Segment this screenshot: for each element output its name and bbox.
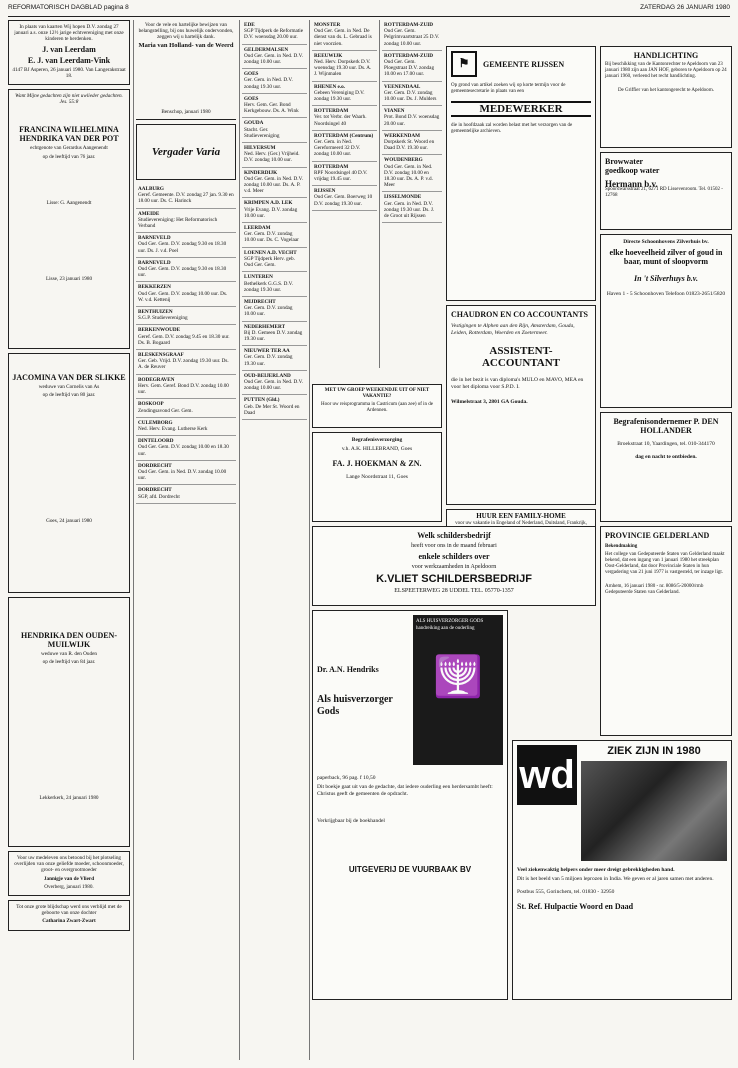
church-details: Zendingsavond Ger. Gem. xyxy=(138,407,193,414)
church-entry xyxy=(242,94,307,119)
church-name: LUNTEREN xyxy=(244,274,273,281)
church-details: RPF Noordsingel 40 D.V. vrijdag 19.45 uur. xyxy=(314,169,368,183)
church-entry xyxy=(382,155,442,192)
church-entry xyxy=(242,272,307,297)
ad-schildersbedrijf: Welk schildersbedrijf heeft voor ons in de maand februari enkele schilders over voor werkzaamheden in Apeldoorn K.VLIET SCHILDERSBEDRIJF ELSPEETERWEG 28 UDDEL TEL. 05770-1357 xyxy=(312,526,596,606)
column-2 xyxy=(136,20,236,1060)
church-name: RHENEN e.o. xyxy=(314,83,345,90)
church-details: Ger. Gem. D.V. zondag 10.00 uur. Ds. J. Mulders xyxy=(384,89,437,103)
church-name: BARNEVELD xyxy=(138,235,171,242)
church-details: SGP, afd. Dordrecht xyxy=(138,493,180,500)
church-listing-3 xyxy=(242,20,307,420)
death-announcement-3: HENDRIKA DEN OUDEN-MUILWIJK weduwe van R. den Ouden op de leeftijd van 84 jaar. Lekkerkerk, 24 januari 1980 xyxy=(8,597,130,847)
church-entry xyxy=(312,82,377,107)
death-announcement-1: Want Mijne gedachten zijn niet uwlieder gedachten. Jes. 55:8 FRANCINA WILHELMINA HENDRIKA VAN DER POT echtgenote van Gerardus Aangenendt op de leeftijd van 76 jaar. Lisse: G. Aangenendt Lisse, 23 januari 1980 xyxy=(8,89,130,349)
photo-leprosy-patient xyxy=(581,761,727,861)
church-entry xyxy=(136,418,236,436)
church-name: CULEMBORG xyxy=(138,419,173,426)
church-listing-4 xyxy=(312,20,377,211)
anniversary-announcement: In plaats van kaarten Wij hopen D.V. zondag 27 januari a.s. onze 12½ jarige echtvereniging met onze kinderen te herdenken. J. van Leerdam E. J. van Leerdam-Vink 4147 BJ Asperen, 26 januari 1980. Van Langerakstraat 18. xyxy=(8,20,130,85)
church-entry xyxy=(136,282,236,307)
church-details: Ned. Herv. Evang. Lutherse Kerk xyxy=(138,425,208,432)
church-entry xyxy=(382,131,442,156)
municipality-shield-icon: ⚑ xyxy=(451,51,477,77)
church-name: WOUDENBERG xyxy=(384,157,423,164)
church-entry xyxy=(136,209,236,234)
ad-funeral-hollander: Begrafenisondernemer P. DEN HOLLANDER Broekstraat 10, Yaardingen, tel. 010-344170 dag en nacht te ontbieden. xyxy=(600,412,732,522)
church-entry xyxy=(382,20,442,51)
church-entry xyxy=(242,223,307,248)
church-details: Oud Ger. Gem. in Ned. D.V. zondag 10.00 en 18.30 uur. Ds. A. P. v.d. Meer xyxy=(384,163,433,189)
church-entry xyxy=(312,162,377,187)
church-name: NEDERHEMERT xyxy=(244,323,286,330)
church-details: Stacht. Ger. Studievereniging xyxy=(244,126,280,139)
ad-group-weekend: MET UW GROEP WEEKENDJE UIT OF NIET VAKANTIE? Hoor uw reisprogramma in Castricum (aan zee) of in de Ardennen. xyxy=(312,384,442,428)
column-rule xyxy=(309,20,310,1060)
church-entry xyxy=(242,69,307,94)
column-rule xyxy=(239,20,240,1060)
column-5 xyxy=(382,20,442,382)
church-entry xyxy=(242,322,307,347)
church-name: ROTTERDAM (Centrum) xyxy=(314,132,374,139)
church-details: Dorpskerk St. Woord en Daad D.V. 19.30 uur. xyxy=(384,139,435,152)
church-name: ROTTERDAM xyxy=(314,108,349,115)
menorah-icon: 🕎 xyxy=(433,654,483,699)
church-name: BODEGRAVEN xyxy=(138,376,175,383)
church-listing-5 xyxy=(382,20,442,223)
church-details: Geb. De Mer St. Woord en Daad xyxy=(244,403,300,416)
church-name: BEKKERZEN xyxy=(138,284,171,291)
church-entry xyxy=(312,186,377,211)
birth-announcement: Tot onze grote blijdschap werd ons verblijd met de geboorte van onze dochter Catharina Zwart-Zwart xyxy=(8,900,130,931)
church-name: ROTTERDAM-ZUID xyxy=(384,22,433,28)
church-details: Ver. tot Verbr. der Waarh. Noordsingel 40 xyxy=(314,114,367,127)
church-name: BARNEVELD xyxy=(138,259,171,266)
church-details: SGP Tijdperk de Reformatie D.V. woensdag 20.00 uur. xyxy=(244,28,304,41)
church-entry xyxy=(136,233,236,258)
church-details: Bij D. Gemeen D.V. zondag 19.30 uur. xyxy=(244,329,303,342)
church-details: Ger. Gem. in Ned. Gereformeerd 32 D.V. zondag 10.00 uur. xyxy=(314,139,361,158)
church-name: BOSKOOP xyxy=(138,401,164,408)
church-details: Oud Ger. Gem. Boerweg 10 D.V. zondag 19.30 uur. xyxy=(314,194,373,207)
church-details: Ned. Herv. (Ger.) Vrijheid. D.V. zondag 10.00 uur. xyxy=(244,151,300,164)
column-family xyxy=(8,20,130,1060)
church-details: Oud Ger. Gem. in Ned. D.V. zondag 10.00 uur. xyxy=(244,378,303,392)
church-name: MIJDRECHT xyxy=(244,298,276,305)
church-name: RIJSSEN xyxy=(314,188,336,195)
church-entry xyxy=(242,297,307,322)
church-details: Oud Ger. Gem. in Ned. D.V. zondag 10.00 uur. xyxy=(244,52,303,66)
church-name: MONSTER xyxy=(314,22,341,28)
church-entry xyxy=(382,82,442,107)
church-details: Oud Ger. Gem. Pelgrimvaartstraat 25 D.V. zondag 10.00 uur. xyxy=(384,28,440,47)
church-name: ROTTERDAM-ZUID xyxy=(384,52,433,59)
ad-schoonhovens-zilverhuis: Directe Schoonhovens Zilverhuis bv. elke hoeveelheid zilver of goud in baar, munt of sloopvorm In 't Silverhuys b.v. Haven 1 - 5 Schoonhoven Telefoon 01823-2651/5820 xyxy=(600,234,732,408)
ad-brouwer-water: Browwater goedkoop water Hermann b.v. Spoordwarsstraat 21, 6271 RD Lissevenroom. Tel. 01502 - 12768 xyxy=(600,152,732,230)
church-entry xyxy=(312,106,377,131)
church-entry xyxy=(242,395,307,420)
church-entry xyxy=(242,168,307,199)
page-header xyxy=(8,4,730,17)
church-details: Oud Ger. Gem. D.V. zondag 10.00 en 18.30 uur. xyxy=(138,444,229,457)
church-name: VIANEN xyxy=(384,108,405,115)
church-name: GOES xyxy=(244,95,259,102)
church-details: Oud Ger. Gem. D.V. zondag 9.30 en 18.30 uur. xyxy=(138,266,227,279)
church-name: HILVERSUM xyxy=(244,145,276,152)
book-cover-menorah: ALS HUISVERZORGER GODS handreiking aan de ouderling 🕎 xyxy=(413,615,503,765)
header-left: REFORMATORISCH DAGBLAD pagina 8 xyxy=(8,4,129,11)
church-name: VEENENDAAL xyxy=(384,83,421,90)
church-name: REEUWIJK xyxy=(314,52,343,59)
church-details: Prot. Bond D.V. woensdag 20.00 uur. xyxy=(384,114,440,127)
church-listing-2 xyxy=(136,184,236,504)
thanks-announcement: Voor uw medeleven ons betoond bij het plotseling overlijden van onze geliefde moeder, schoonmoeder, groot- en overgrootmoeder Jannigje van de Vlierd Overberg, januari 1980. xyxy=(8,851,130,896)
church-details: SGP Tijdperk Herv. geb. Oud Ger. Gem. xyxy=(244,255,295,269)
church-name: BLESKENSGRAAF xyxy=(138,352,184,359)
church-details: Ger. Geb. Vrijd. D.V. zondag 19.30 uur. Ds. A. de Reuver xyxy=(138,358,229,371)
church-entry xyxy=(382,192,442,223)
church-details: Herv. Gem. Geref. Bond D.V. zondag 10.00 uur. xyxy=(138,382,229,396)
church-name: ROTTERDAM xyxy=(314,163,349,170)
church-details: Oud Ger. Gem. D.V. zondag 9.30 en 18.30 uur. Ds. J. v.d. Poel xyxy=(138,241,227,254)
church-name: GOUDA xyxy=(244,120,264,127)
church-name: LEERDAM xyxy=(244,225,271,232)
woord-en-daad-logo: wd xyxy=(517,745,577,805)
church-name: PUTTEN (Gld.) xyxy=(244,397,280,404)
church-entry xyxy=(382,51,442,82)
church-name: EDE xyxy=(244,22,255,28)
wedding-thanks: Voor de vele en hartelijke bewijzen van belangstelling, bij ons huwelijk ondervonden, zeggen wij u hartelijk dank. Maria van Holland- van de Weerd Benschop, januari 1980 xyxy=(136,20,236,120)
church-entry xyxy=(136,375,236,400)
church-entry xyxy=(136,307,236,325)
church-entry xyxy=(242,198,307,223)
church-details: Ger. Gem. in Ned. D.V. zondag 19.30 uur. xyxy=(244,77,293,90)
church-entry xyxy=(136,399,236,417)
church-entry xyxy=(242,45,307,70)
ad-family-home: HUUR EEN FAMILY-HOME voor uw vakantie in Engeland of Nederland, Duitsland, Frankrijk, xyxy=(446,509,596,561)
church-details: Vrije Evang. D.V. zondag 10.00 uur. xyxy=(244,206,298,219)
church-details: Ger. Gem. in Ned. D.V. zondag 19.30 uur. Ds. J. de Groot uit Rijssen xyxy=(384,200,435,220)
vergader-varia-logo: Vergader Varia xyxy=(136,124,236,180)
column-3 xyxy=(242,20,307,1060)
church-name: BERKENWOUDE xyxy=(138,327,181,334)
church-details: Ger. Gem. D.V. zondag 19.30 uur. xyxy=(244,354,293,367)
column-rule xyxy=(379,20,380,368)
ad-gemeente-rijssen: ⚑ GEMEENTE RIJSSEN Op grond van artikel zoeken wij op korte termijn voor de gemeentesecretarie in plaats van een MEDEWERKER die in hoofdzaak zal worden belast met het verzorgen van de gemeentelijke archieven. xyxy=(446,46,596,301)
church-name: AALBURG xyxy=(138,186,164,193)
church-entry xyxy=(242,143,307,168)
church-details: Ned. Herv. Dorpskerk D.V. woensdag 19.30 uur. Ds. A. J. Wijnmalen xyxy=(314,59,372,78)
church-name: IJSSELMONDE xyxy=(384,194,422,201)
church-details: Geref. Gemeente. D.V. zondag 27 jan. 9.30 en 18.00 uur. Ds. C. Harinck xyxy=(138,192,234,205)
church-details: Geref. Gem. D.V. zondag 9.45 en 18.30 uur. Ds. B. Bogaard xyxy=(138,333,230,346)
church-name: NIEUWER TER AA xyxy=(244,348,290,355)
church-entry xyxy=(136,350,236,375)
church-entry xyxy=(242,20,307,45)
church-entry xyxy=(382,106,442,131)
church-name: LOENEN A.D. VECHT xyxy=(244,249,297,256)
church-entry xyxy=(312,131,377,162)
church-details: S.G.P. Studievereniging xyxy=(138,315,188,322)
church-name: GOES xyxy=(244,71,259,78)
church-entry xyxy=(136,485,236,503)
church-entry xyxy=(242,248,307,273)
church-details: Oud Ger. Gem. D.V. zondag 10.00 uur. Ds. W. v.d. Kettenij xyxy=(138,290,228,303)
ad-funeral-hoekman: Begrafenisverzorging v.h. A.K. HILLEBRAND, Goes FA. J. HOEKMAN & ZN. Lange Noordstraat 11, Goes xyxy=(312,432,442,522)
church-entry xyxy=(136,325,236,350)
header-right: ZATERDAG 26 JANUARI 1980 xyxy=(640,4,730,11)
church-name: DORDRECHT xyxy=(138,462,172,469)
church-name: DINTELOORD xyxy=(138,438,174,445)
ad-ziek-zijn-1980: wd ZIEK ZIJN IN 1980 Veel ziekenwaktig helpers onder meer dreigt gebrekkigheden hand. Dit is het beeld van 5 miljoen leprozen in India. We geven er al jaren samen met anderen. Postbus 555, Gorinchem, tel. 01830 - 32950 St. Ref. Hulpactie Woord en Daad xyxy=(512,740,732,1000)
church-details: Oud Ger. Gem. in Ned. D.V. zondag 10.00 uur. xyxy=(138,468,227,482)
column-4 xyxy=(312,20,377,382)
church-name: KRIMPEN A.D. LEK xyxy=(244,200,293,207)
church-details: Studievereniging: Het Reformatorisch Verband xyxy=(138,216,218,230)
church-name: AMEIDE xyxy=(138,210,160,217)
church-name: BENTHUIZEN xyxy=(138,309,173,316)
church-details: Ger. Gem. D.V. zondag 10.00 uur. xyxy=(244,305,293,318)
church-name: DORDRECHT xyxy=(138,487,172,494)
church-name: WERKENDAM xyxy=(384,132,421,139)
church-entry xyxy=(242,346,307,371)
ad-hendriks-book: Dr. A.N. Hendriks Als huisverzorger Gods ALS HUISVERZORGER GODS handreiking aan de ouderling 🕎 paperback, 96 pag. f 10,50 Dit boekje gaat uit van de gedachte, dat iedere ouderling een herdersambt heeft: Christus geeft de gemeenten de opdracht. Verkrijgbaar bij de boekhandel UITGEVERIJ DE VUURBAAK BV xyxy=(312,610,508,1000)
church-name: OUD-BEIJERLAND xyxy=(244,372,291,379)
ad-provincie-gelderland: PROVINCIE GELDERLAND Bekendmaking Het college van Gedeputeerde Staten van Gelderland maakt bekend, dat een ingang van 1 januari 1980 het streekplan Oost-Gelderland, dat door Provinciale Staten in hun vergadering van 21 juni 1977 is vastgesteld, ter inzage ligt. Arnhem, 16 januari 1980 - nr. 8086/5-20000/rmb Gedeputeerde Staten van Gelderland. xyxy=(600,526,732,736)
church-details: Oud Ger. Gem. in Ned. De dienst van ds. L. Gebraad is niet voorzien. xyxy=(314,28,372,47)
church-entry xyxy=(136,436,236,461)
church-name: KINDERDIJK xyxy=(244,169,278,176)
ad-chaudron-accountants: CHAUDRON EN CO ACCOUNTANTS Vestigingen te Alphen aan den Rijn, Amsterdam, Gouda, Leiden, Rotterdam, Woerden en Zoetermeer. ASSISTENT-ACCOUNTANT die in het bezit is van diploma's MULO en MAVO, MEA en voor het diploma voor S.P.D. I. Wilmelstraat 3, 2801 GA Gouda. xyxy=(446,305,596,505)
church-details: Gebeen Vereniging D.V. zondag 19.30 uur. xyxy=(314,89,365,103)
church-name: GELDERMALSEN xyxy=(244,46,289,53)
ad-handlichting: HANDLICHTING Bij beschikking van de Kantonrechter te Apeldoorn van 23 januari 1980 zijn aan JAN HOF, geboren te Apeldoorn op 24 januari 1960, verleend het recht handlichting. De Griffier van het kantongerecht te Apeldoorn. xyxy=(600,46,732,148)
church-entry xyxy=(242,371,307,396)
church-entry xyxy=(242,118,307,143)
church-entry xyxy=(312,51,377,82)
death-announcement-2: JACOMINA VAN DER SLIKKE weduwe van Cornelis van As op de leeftijd van 80 jaar. Goes, 24 januari 1980 xyxy=(8,353,130,593)
column-rule xyxy=(133,20,134,1060)
church-details: Bethelkerk G.G.S. D.V. zondag 19.30 uur. xyxy=(244,280,294,293)
church-details: Ger. Gem. D.V. zondag 10.00 uur. Ds. C. Vogelaar xyxy=(244,231,299,244)
church-entry xyxy=(136,258,236,283)
church-details: Herv. Gem. Ger. Bond Kerkgebouw. Ds. A. Wink xyxy=(244,102,299,115)
church-details: Oud Ger. Gem. Ploegstraat D.V. zondag 10.00 en 17.00 uur. xyxy=(384,59,435,78)
church-entry xyxy=(312,20,377,51)
church-entry xyxy=(136,461,236,486)
church-entry xyxy=(136,184,236,209)
church-details: Oud Ger. Gem. in Ned. D.V. zondag 10.00 uur. Ds. A. P. v.d. Meer xyxy=(244,175,303,195)
